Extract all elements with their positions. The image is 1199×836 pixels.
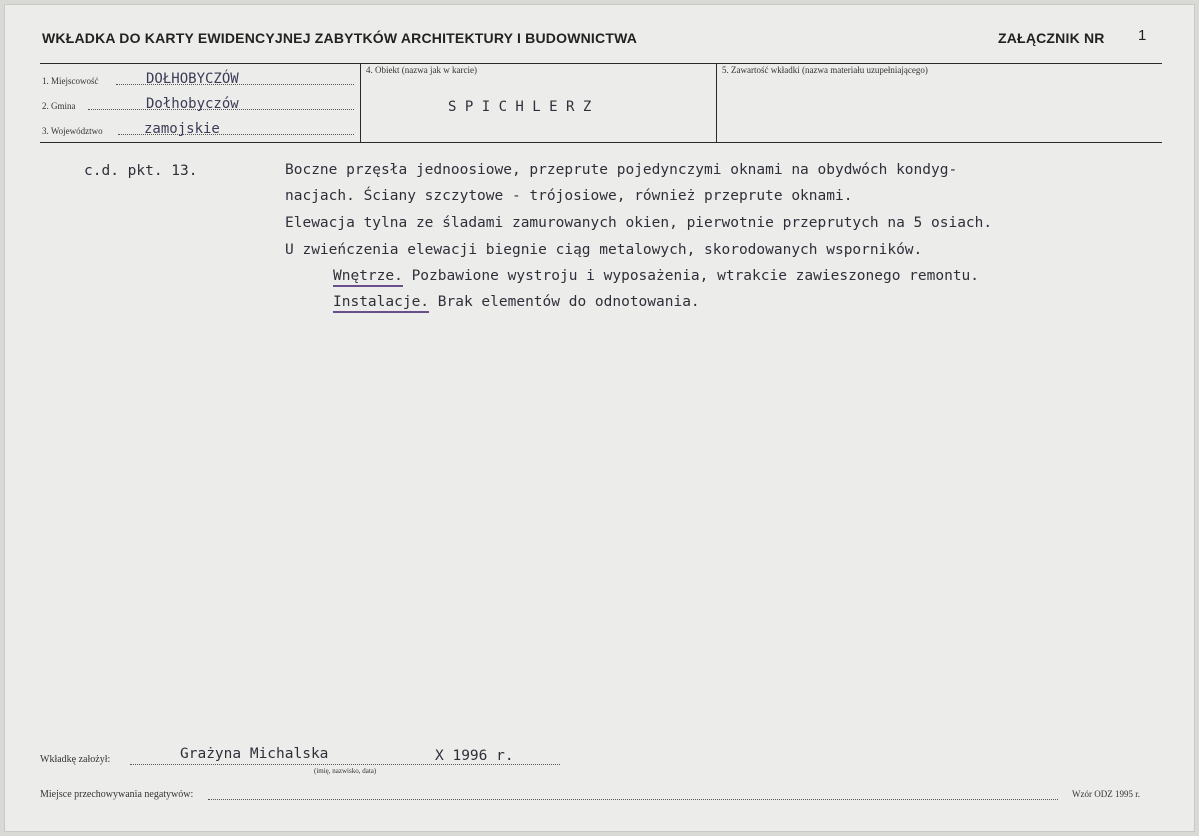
wojewodztwo-value: zamojskie — [144, 121, 220, 137]
attachment-number: 1 — [1138, 27, 1147, 44]
gmina-value: Dołhobyczów — [146, 96, 239, 112]
obiekt-label: 4. Obiekt (nazwa jak w karcie) — [366, 65, 477, 75]
section-reference: c.d. pkt. 13. — [84, 163, 198, 179]
attachment-label: ZAŁĄCZNIK NR — [998, 30, 1105, 46]
founder-hint: (imię, nazwisko, data) — [314, 767, 377, 775]
obiekt-value: S P I C H L E R Z — [448, 99, 592, 115]
description-line-1: Boczne przęsła jednoosiowe, przeprute pojedynczymi oknami na obydwóch kondyg- — [285, 162, 958, 178]
description-line-2: nacjach. Ściany szczytowe - trójosiowe, również przeprute oknami. — [285, 188, 853, 204]
field-miejscowosc — [42, 68, 354, 88]
installation-text: Brak elementów do odnotowania. — [437, 294, 700, 310]
interior-line — [333, 269, 979, 284]
column-divider-1 — [360, 64, 361, 143]
installation-heading: Instalacje. — [333, 294, 429, 313]
founder-dotline — [130, 764, 560, 765]
miejscowosc-label: 1. Miejscowość — [42, 76, 99, 86]
description-line-3: Elewacja tylna ze śladami zamurowanych okien, pierwotnie przeprutych na 5 osiach. — [285, 215, 993, 231]
storage-dotline — [208, 799, 1058, 800]
founder-name: Grażyna Michalska — [180, 746, 329, 762]
miejscowosc-value: DOŁHOBYCZÓW — [146, 71, 239, 87]
form-code: Wzór ODZ 1995 r. — [1072, 789, 1140, 799]
interior-heading: Wnętrze. — [333, 268, 403, 287]
installation-line — [333, 295, 700, 310]
zawartosc-label: 5. Zawartość wkładki (nazwa materiału uzupełniającego) — [722, 65, 928, 75]
description-line-4: U zwieńczenia elewacji biegnie ciąg metalowych, skorodowanych wsporników. — [285, 242, 923, 258]
bottom-rule — [40, 142, 1162, 143]
top-rule — [40, 63, 1162, 64]
form-title: WKŁADKA DO KARTY EWIDENCYJNEJ ZABYTKÓW ARCHITEKTURY I BUDOWNICTWA — [42, 30, 638, 46]
gmina-label: 2. Gmina — [42, 101, 76, 111]
field-gmina — [42, 93, 354, 113]
wojewodztwo-label: 3. Województwo — [42, 126, 103, 136]
storage-label: Miejsce przechowywania negatywów: — [40, 789, 194, 800]
field-wojewodztwo — [42, 118, 354, 138]
founder-label: Wkładkę założył: — [40, 754, 111, 765]
founder-date: X 1996 r. — [435, 748, 514, 764]
interior-text: Pozbawione wystroju i wyposażenia, wtrakcie zawieszonego remontu. — [411, 268, 980, 284]
column-divider-2 — [716, 64, 717, 143]
